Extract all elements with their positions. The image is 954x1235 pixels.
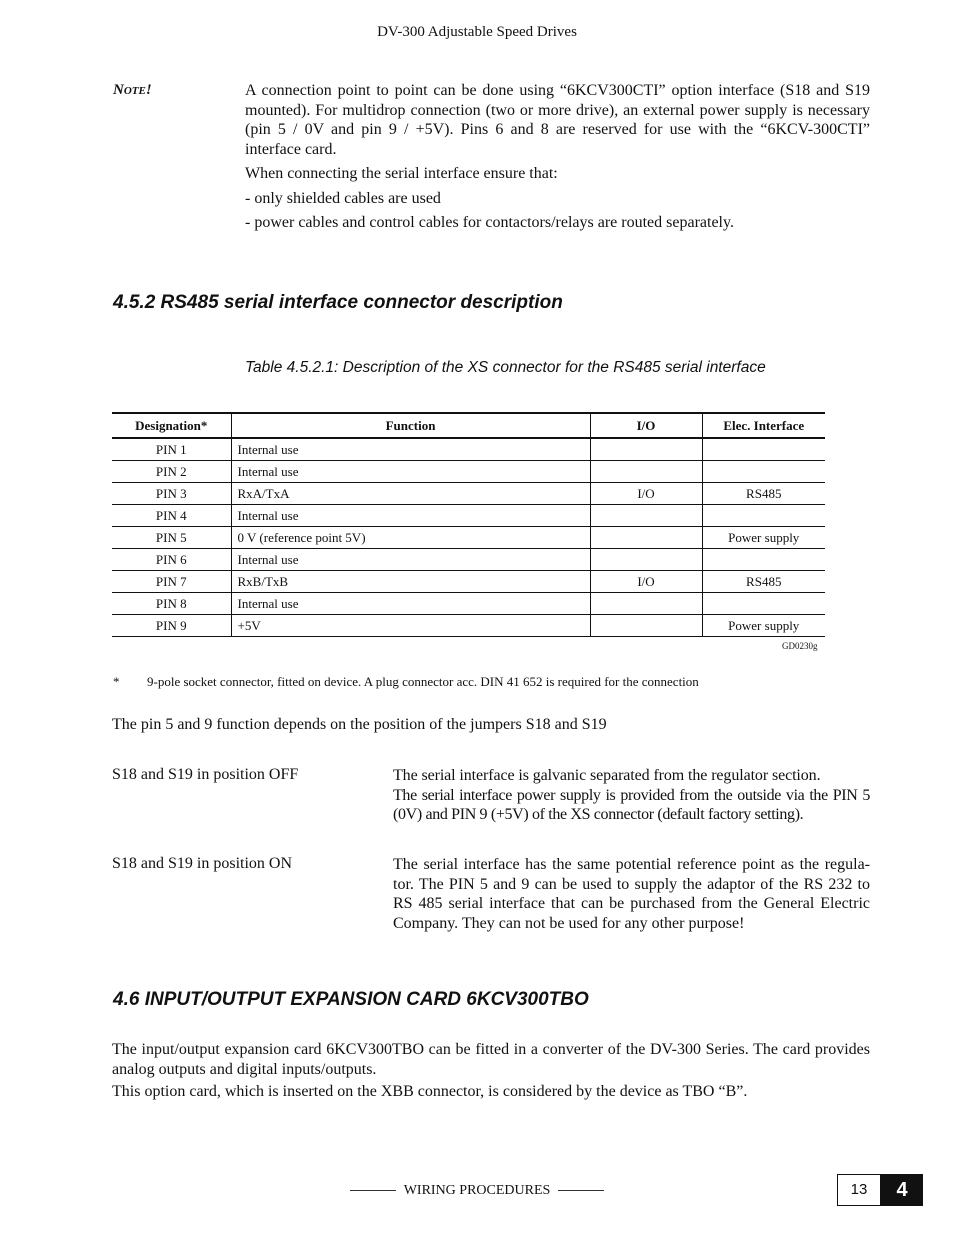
column-header: Designation* [112, 413, 231, 438]
table-cell: +5V [231, 615, 590, 637]
table-cell [590, 615, 702, 637]
table-cell: Internal use [231, 438, 590, 461]
jumper-off-description [393, 766, 870, 825]
table-cell [702, 505, 825, 527]
table-cell: RxB/TxB [231, 571, 590, 593]
note-paragraph: A connection point to point can be done using “6KCV300CTI” option interface (S18 and S19 mounted). For multidrop connection (two or more drive), an external power supply is necessary (pin 5 / 0V and pin 9 / +5V). Pins 6 and 8 are reserved for use with the “6KCV-300CTI” interface card. [245, 82, 870, 158]
table-cell: I/O [590, 571, 702, 593]
table-row [112, 461, 825, 483]
table-row [112, 438, 825, 461]
table-caption: Table 4.5.2.1: Description of the XS connector for the RS485 serial interface [245, 359, 766, 376]
table-cell: PIN 6 [112, 549, 231, 571]
table-cell [702, 593, 825, 615]
table-row [112, 615, 825, 637]
jumpers-intro: The pin 5 and 9 function depends on the position of the jumpers S18 and S19 [112, 716, 607, 733]
footer-rule [350, 1190, 396, 1191]
table-cell: PIN 7 [112, 571, 231, 593]
chapter-tab: 4 [881, 1174, 923, 1206]
section-4-6-body [112, 1040, 870, 1105]
table-cell: RS485 [702, 483, 825, 505]
page-footer [0, 1183, 954, 1199]
section-heading-4-5-2: 4.5.2 RS485 serial interface connector description [113, 292, 563, 313]
jumper-off-label: S18 and S19 in position OFF [112, 766, 299, 783]
table-cell [590, 438, 702, 461]
section-heading-4-6: 4.6 INPUT/OUTPUT EXPANSION CARD 6KCV300TBO [113, 989, 589, 1010]
table-cell [590, 593, 702, 615]
table-cell [702, 549, 825, 571]
table-cell: PIN 9 [112, 615, 231, 637]
body-paragraph: The input/output expansion card 6KCV300TBO can be fitted in a converter of the DV-300 Series. The card provides analog outputs and digital inputs/outputs. [112, 1041, 870, 1078]
table-cell [590, 461, 702, 483]
figure-code: GD0230g [782, 641, 818, 651]
footnote-marker: * [113, 674, 120, 689]
connector-table [112, 412, 825, 637]
page-number: 13 [837, 1174, 881, 1206]
table-cell: I/O [590, 483, 702, 505]
table-cell: Power supply [702, 527, 825, 549]
table-cell [702, 438, 825, 461]
table-cell: 0 V (reference point 5V) [231, 527, 590, 549]
table-cell: Internal use [231, 461, 590, 483]
jumper-on-description: The serial interface has the same potential reference point as the regula-tor. The PIN 5 and 9 can be used to supply the adaptor of the RS 232 to RS 485 serial interface that can be purchased from the General Electric Company. They can not be used for any other purpose! [393, 856, 870, 932]
body-paragraph: This option card, which is inserted on the XBB connector, is considered by the device as TBO “B”. [112, 1083, 748, 1100]
jumper-off-line: The serial interface power supply is provided from the outside via the PIN 5 (0V) and PIN 9 (+5V) of the XS connector (default factory setting). [393, 786, 870, 823]
table-cell: PIN 5 [112, 527, 231, 549]
table-row [112, 549, 825, 571]
footnote [113, 674, 699, 690]
table-cell: PIN 8 [112, 593, 231, 615]
table-cell [590, 505, 702, 527]
footnote-text: 9-pole socket connector, fitted on device. A plug connector acc. DIN 41 652 is required for the connection [147, 674, 699, 689]
page-header: DV-300 Adjustable Speed Drives [377, 24, 577, 40]
table-cell [590, 527, 702, 549]
column-header: I/O [590, 413, 702, 438]
footer-section-title: WIRING PROCEDURES [403, 1183, 551, 1198]
table-cell: Internal use [231, 505, 590, 527]
table-cell [590, 549, 702, 571]
jumper-off-line: The serial interface is galvanic separated from the regulator section. [393, 767, 821, 784]
table-cell: RS485 [702, 571, 825, 593]
column-header: Elec. Interface [702, 413, 825, 438]
table-header-row [112, 413, 825, 438]
note-paragraph: - only shielded cables are used [245, 189, 441, 207]
footer-rule [558, 1190, 604, 1191]
note-paragraph: - power cables and control cables for contactors/relays are routed separately. [245, 214, 734, 231]
table-cell: Internal use [231, 549, 590, 571]
table-row [112, 527, 825, 549]
table-cell: Internal use [231, 593, 590, 615]
note-paragraph: When connecting the serial interface ensure that: [245, 165, 558, 182]
table-row [112, 571, 825, 593]
table-row [112, 505, 825, 527]
table-row [112, 593, 825, 615]
table-cell: PIN 3 [112, 483, 231, 505]
note-body [245, 81, 870, 238]
column-header: Function [231, 413, 590, 438]
table-cell: PIN 4 [112, 505, 231, 527]
table-cell: Power supply [702, 615, 825, 637]
note-label: Note! [113, 82, 152, 98]
table-cell: PIN 2 [112, 461, 231, 483]
table-cell: RxA/TxA [231, 483, 590, 505]
table-cell [702, 461, 825, 483]
table-row [112, 483, 825, 505]
jumper-on-label: S18 and S19 in position ON [112, 855, 293, 872]
table-cell: PIN 1 [112, 438, 231, 461]
